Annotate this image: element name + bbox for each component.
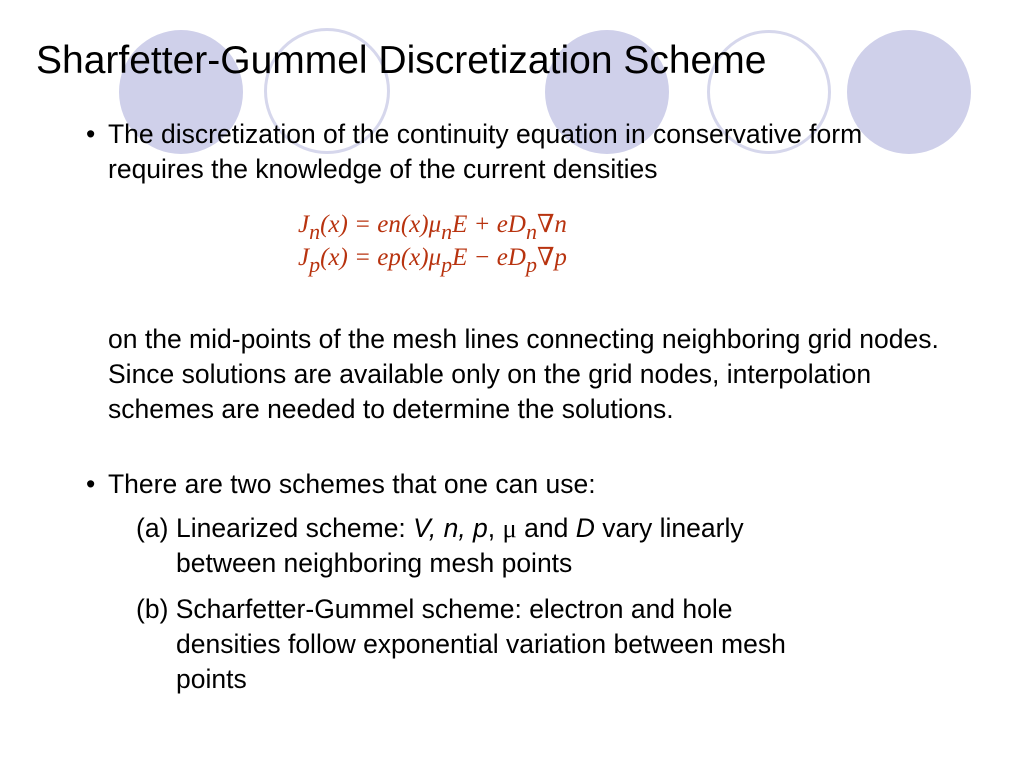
sub-item-label: (a)	[136, 513, 169, 543]
bullet-text: The discretization of the continuity equation in conservative form requires the knowledge of the current densities	[108, 119, 863, 184]
continuation-paragraph: on the mid-points of the mesh lines connecting neighboring grid nodes. Since solutions are available only on the grid nodes, interpolation schemes are needed to determine the solutions.	[108, 324, 939, 424]
sub-item-line: points	[176, 664, 247, 694]
sub-item-line: densities follow exponential variation between mesh	[176, 629, 786, 659]
current-density-equations	[298, 208, 567, 277]
bullet-item	[86, 117, 958, 187]
sub-item-line: Linearized scheme: V, n, p, μ and D vary linearly	[176, 513, 744, 543]
hole-current-equation: $J_p(x) = ep(x)\mu_pE - eD_p\nabla p$	[298, 244, 567, 277]
bullet-dot: •	[86, 469, 96, 499]
slide-title: Sharfetter-Gummel Discretization Scheme	[36, 39, 767, 82]
bullet-item	[86, 467, 958, 502]
sub-item-scharfetter-gummel	[136, 592, 786, 697]
electron-current-equation: $J_n(x) = en(x)\mu_nE + eD_n\nabla n$	[298, 211, 567, 244]
bullet-text: There are two schemes that one can use:	[108, 469, 596, 499]
sub-item-line: (b) Scharfetter-Gummel scheme: electron and hole	[136, 594, 733, 624]
sub-item-linearized	[136, 511, 744, 581]
bullet-dot: •	[86, 119, 96, 149]
sub-item-line: between neighboring mesh points	[176, 548, 573, 578]
